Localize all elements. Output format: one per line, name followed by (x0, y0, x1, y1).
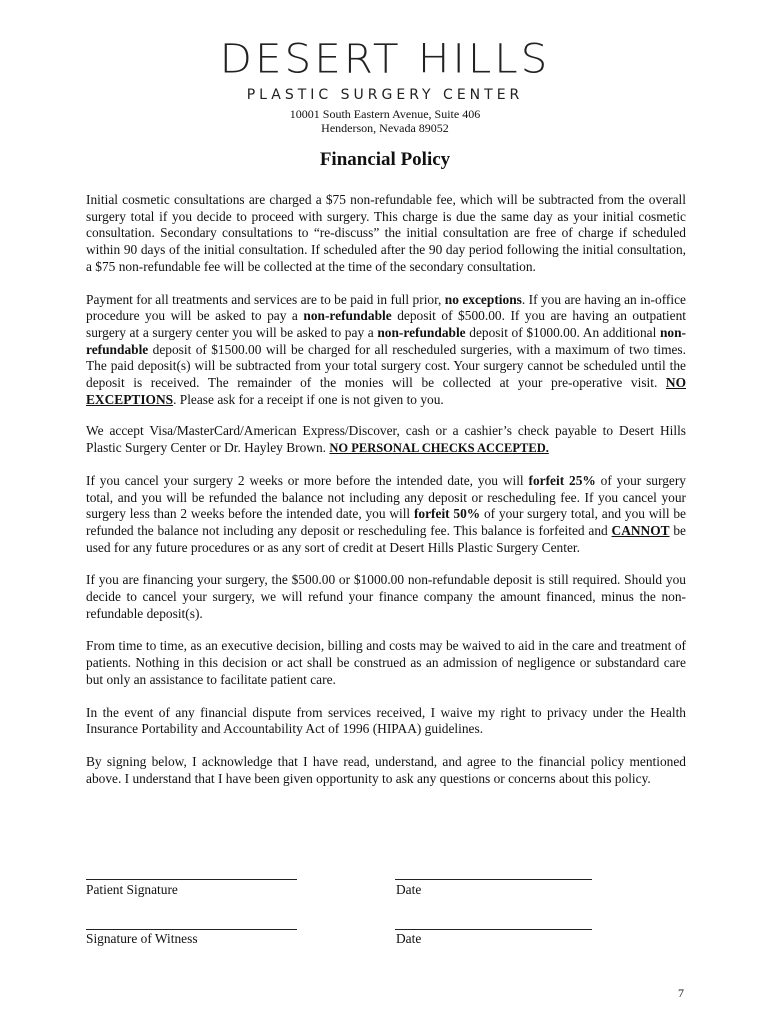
paragraph-acknowledgement: By signing below, I acknowledge that I have read, understand, and agree to the financial policy mentioned above. I understand that I have been given opportunity to ask any questions or concerns about this policy. (86, 753, 686, 786)
patient-signature-label: Patient Signature (86, 882, 178, 897)
logo-subtitle: PLASTIC SURGERY CENTER (246, 87, 524, 103)
logo-title: DESERT HILLS (219, 35, 551, 82)
date-line-2[interactable] (395, 929, 592, 930)
emphasis-no-exceptions: no exceptions (444, 291, 522, 307)
paragraph-hipaa: In the event of any financial dispute from services received, I waive my right to privacy under the Health Insurance Portability and Accountability Act of 1996 (HIPAA) guidelines. (86, 704, 686, 737)
paragraph-consultations: Initial cosmetic consultations are charged a $75 non-refundable fee, which will be subtracted from the overall surgery total if you decide to proceed with surgery. This charge is due the same day as your initial cosmetic consultation. Secondary consultations to “re-discuss” the initial consultation are free of charge if scheduled within 90 days of the initial consultation. If scheduled after the 90 day period following the initial consultation, a $75 non-refundable fee will be collected at the time of the secondary consultation. (86, 192, 686, 274)
witness-signature-label: Signature of Witness (86, 931, 198, 946)
emphasis-no-exceptions-caps: NO EXCEPTIONS (86, 375, 686, 407)
address-line-1: 10001 South Eastern Avenue, Suite 406 (289, 107, 481, 121)
paragraph-payment-methods: We accept Visa/MasterCard/American Express/Discover, cash or a cashier’s check payable to Desert Hills Plastic Surgery Center or Dr. Hayley Brown. NO PERSONAL CHECKS ACCEPTED. (86, 423, 686, 456)
emphasis-cannot: CANNOT (611, 522, 670, 538)
date-label-2: Date (396, 931, 422, 946)
patient-signature-line[interactable] (86, 879, 297, 880)
witness-signature-line[interactable] (86, 929, 297, 930)
date-label-1: Date (396, 882, 422, 897)
paragraph-cancellation: If you cancel your surgery 2 weeks or more before the intended date, you will forfeit 25% of your surgery total, and you will be refunded the balance not including any deposit or rescheduling fee. If you cancel your surgery less than 2 weeks before the intended date, you will forfeit 50% of your surgery total, and you will be refunded the balance not including any deposit or rescheduling fee. This balance is forfeited and CANNOT be used for any future procedures or as any sort of credit at Desert Hills Plastic Surgery Center. (86, 472, 686, 555)
page-number: 7 (678, 986, 684, 1000)
date-line-1[interactable] (395, 879, 592, 880)
paragraph-payment: Payment for all treatments and services are to be paid in full prior, no exceptions. If you are having an in-office procedure you will be asked to pay a non-refundable deposit of $500.00. If you are having an outpatient surgery at a surgery center you will be asked to pay a non-refundable deposit of $1000.00. An additional non-refundable deposit of $1500.00 will be charged for all rescheduled surgeries, with a maximum of two times. The paid deposit(s) will be subtracted from your total surgery cost. Your surgery cannot be scheduled until the deposit is received. The remainder of the monies will be collected at your pre-operative visit. NO EXCEPTIONS. Please ask for a receipt if one is not given to you. (86, 291, 686, 407)
policy-body (86, 192, 686, 803)
document-title: Financial Policy (319, 149, 451, 170)
paragraph-waiver: From time to time, as an executive decision, billing and costs may be waived to aid in the care and treatment of patients. Nothing in this decision or act shall be construed as an admission of negligence or substandard care but only an assistance to facilitate patient care. (86, 638, 686, 687)
emphasis-no-personal-checks: NO PERSONAL CHECKS ACCEPTED. (329, 441, 549, 456)
paragraph-financing: If you are financing your surgery, the $500.00 or $1000.00 non-refundable deposit is still required. Should you decide to cancel your surgery, we will refund your finance company the amount financed, minus the non-refundable deposit(s). (86, 572, 686, 621)
address-line-2: Henderson, Nevada 89052 (321, 121, 449, 135)
